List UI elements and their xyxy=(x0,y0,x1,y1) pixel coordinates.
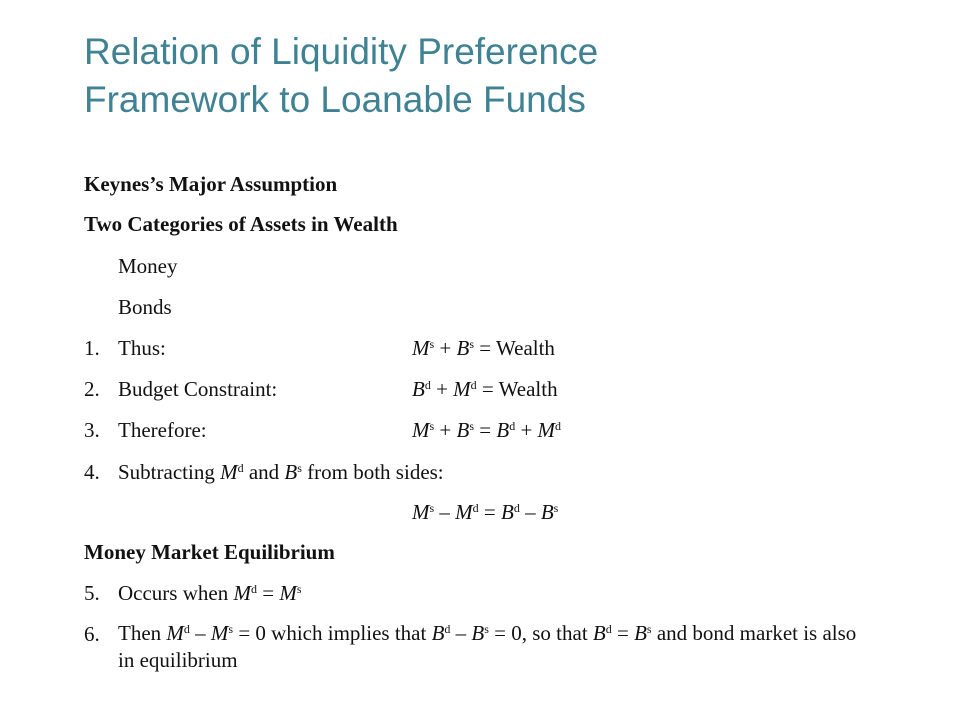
list-item-text: Subtracting $M^d$ and $B^s$ from both sides: xyxy=(118,460,444,484)
title-line-1: Relation of Liquidity Preference xyxy=(84,31,599,72)
list-item-text: Budget Constraint: xyxy=(118,377,278,401)
list-item-text: Thus: xyxy=(118,336,166,360)
list-number: 1. xyxy=(84,336,100,360)
heading-keynes-assumption: Keynes’s Major Assumption xyxy=(84,172,338,196)
heading-money-market-equilibrium: Money Market Equilibrium xyxy=(84,540,335,564)
list-number: 6. xyxy=(84,622,100,646)
list-number: 2. xyxy=(84,377,100,401)
asset-bonds: Bonds xyxy=(118,295,172,319)
list-item-text: Occurs when $M^d = M^s$ xyxy=(118,581,302,605)
title-line-2: Framework to Loanable Funds xyxy=(84,79,586,120)
asset-money: Money xyxy=(118,254,178,278)
list-number: 4. xyxy=(84,460,100,484)
list-number: 5. xyxy=(84,581,100,605)
equation-budget-constraint: $B^d + M^d$ = Wealth xyxy=(412,377,558,401)
heading-asset-categories: Two Categories of Assets in Wealth xyxy=(84,212,398,236)
equation-subtracted: $M^s - M^d = B^d - B^s$ xyxy=(412,500,559,524)
list-item-text: Therefore: xyxy=(118,418,207,442)
list-number: 3. xyxy=(84,418,100,442)
list-item-text: Then $M^d - M^s = 0$ which implies that $B^d - B^s = 0$, so that $B^d = B^s$ and bond market is also in equilibrium xyxy=(118,621,857,672)
slide-title xyxy=(84,28,924,124)
equation-wealth-supply: $M^s + B^s$ = Wealth xyxy=(412,336,555,360)
equation-therefore: $M^s + B^s = B^d + M^d$ xyxy=(412,418,562,442)
